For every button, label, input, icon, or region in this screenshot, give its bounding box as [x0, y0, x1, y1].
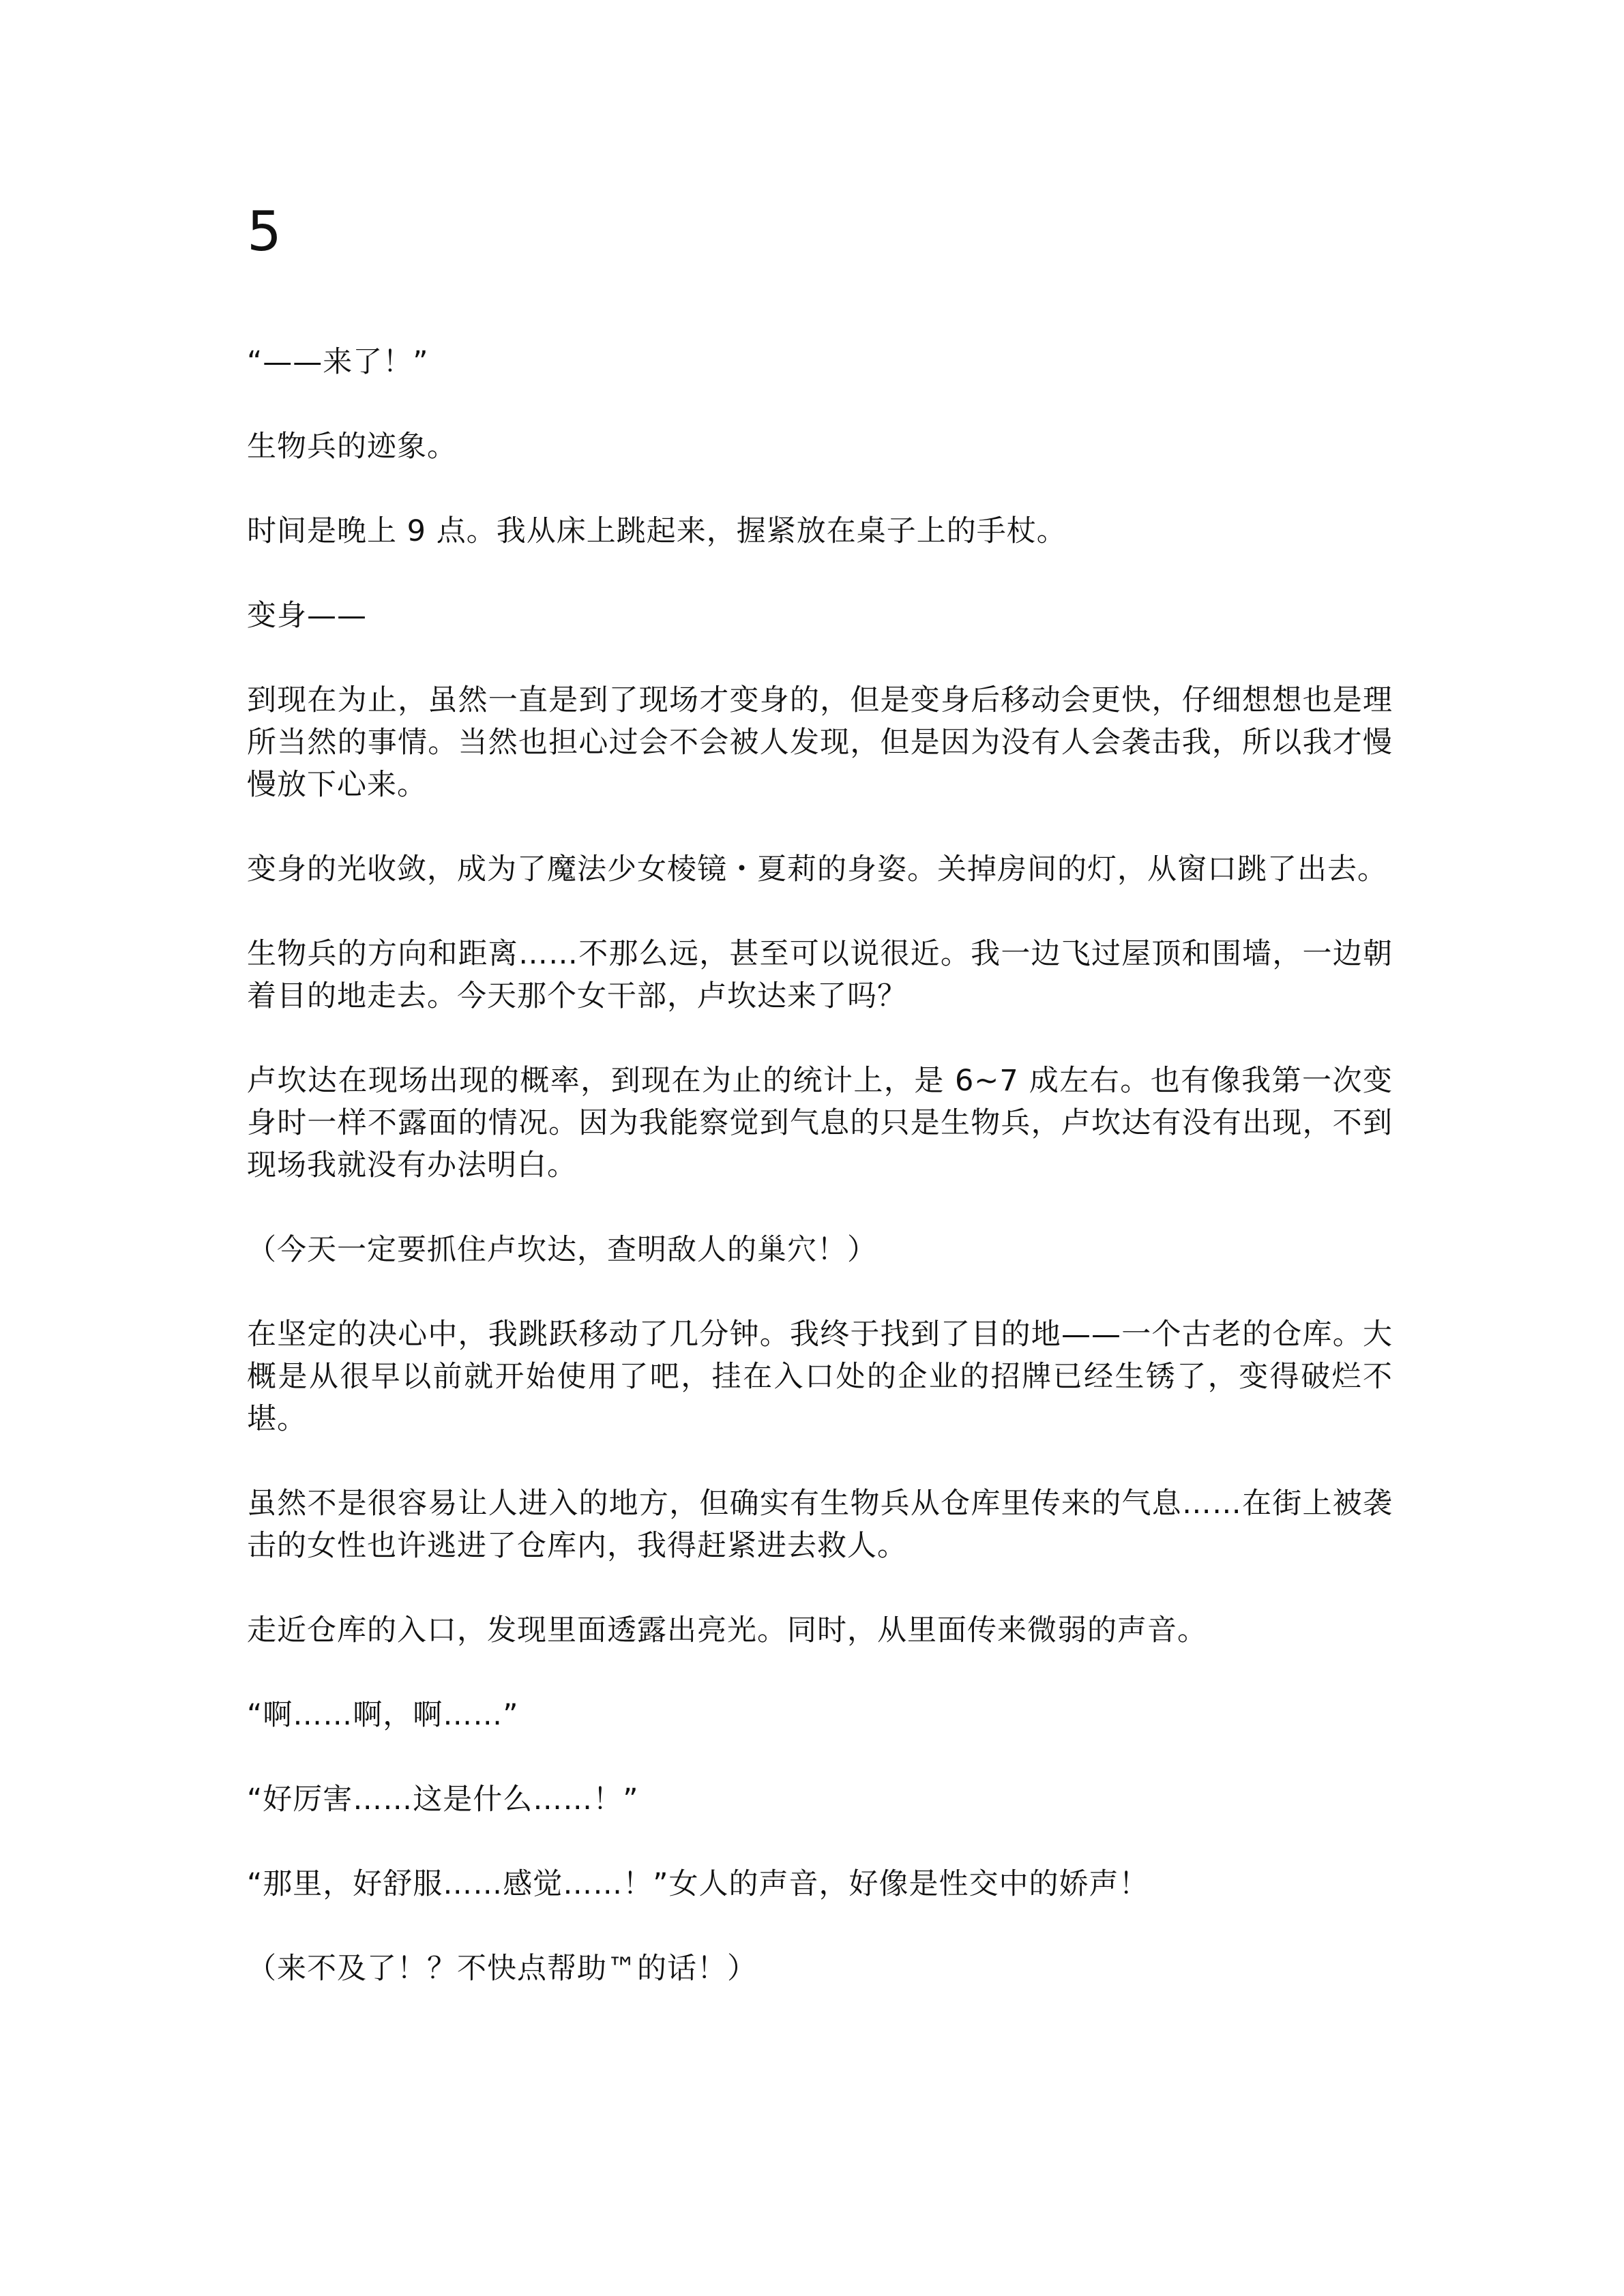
paragraph-7: 生物兵的方向和距离……不那么远，甚至可以说很近。我一边飞过屋顶和围墙，一边朝着目的地走去。今天那个女干部，卢坎达来了吗？	[247, 937, 1393, 1013]
paragraph-8: 卢坎达在现场出现的概率，到现在为止的统计上，是 6~7 成左右。也有像我第一次变身时一样不露面的情况。因为我能察觉到气息的只是生物兵，卢坎达有没有出现，不到现场我就没有办法明白。	[247, 1064, 1393, 1182]
paragraph-14: “好厉害……这是什么……！”	[247, 1783, 639, 1817]
paragraph-16: （来不及了！？不快点帮助™的话！）	[247, 1952, 757, 1986]
paragraph-6: 变身的光收敛，成为了魔法少女棱镜・夏莉的身姿。关掉房间的灯，从窗口跳了出去。	[247, 852, 1387, 886]
paragraph-12: 走近仓库的入口，发现里面透露出亮光。同时，从里面传来微弱的声音。	[247, 1613, 1207, 1648]
paragraph-13: “啊……啊，啊……”	[247, 1698, 519, 1732]
paragraph-5: 到现在为止，虽然一直是到了现场才变身的，但是变身后移动会更快，仔细想想也是理所当然的事情。当然也担心过会不会被人发现，但是因为没有人会袭击我，所以我才慢慢放下心来。	[247, 683, 1393, 802]
paragraph-10: 在坚定的决心中，我跳跃移动了几分钟。我终于找到了目的地——一个古老的仓库。大概是从很早以前就开始使用了吧，挂在入口处的企业的招牌已经生锈了，变得破烂不堪。	[247, 1317, 1393, 1436]
paragraph-1: “——来了！”	[247, 345, 429, 379]
paragraph-4: 变身——	[247, 599, 367, 633]
chapter-number: 5	[247, 200, 282, 263]
paragraph-9: （今天一定要抓住卢坎达，查明敌人的巢穴！）	[247, 1233, 877, 1267]
paragraph-2: 生物兵的迹象。	[247, 430, 457, 464]
paragraph-11: 虽然不是很容易让人进入的地方，但确实有生物兵从仓库里传来的气息……在街上被袭击的女性也许逃进了仓库内，我得赶紧进去救人。	[247, 1487, 1393, 1563]
document-page	[247, 200, 1393, 2032]
paragraph-3: 时间是晚上 9 点。我从床上跳起来，握紧放在桌子上的手杖。	[247, 514, 1067, 548]
paragraph-15: “那里，好舒服……感觉……！”女人的声音，好像是性交中的娇声！	[247, 1867, 1149, 1901]
